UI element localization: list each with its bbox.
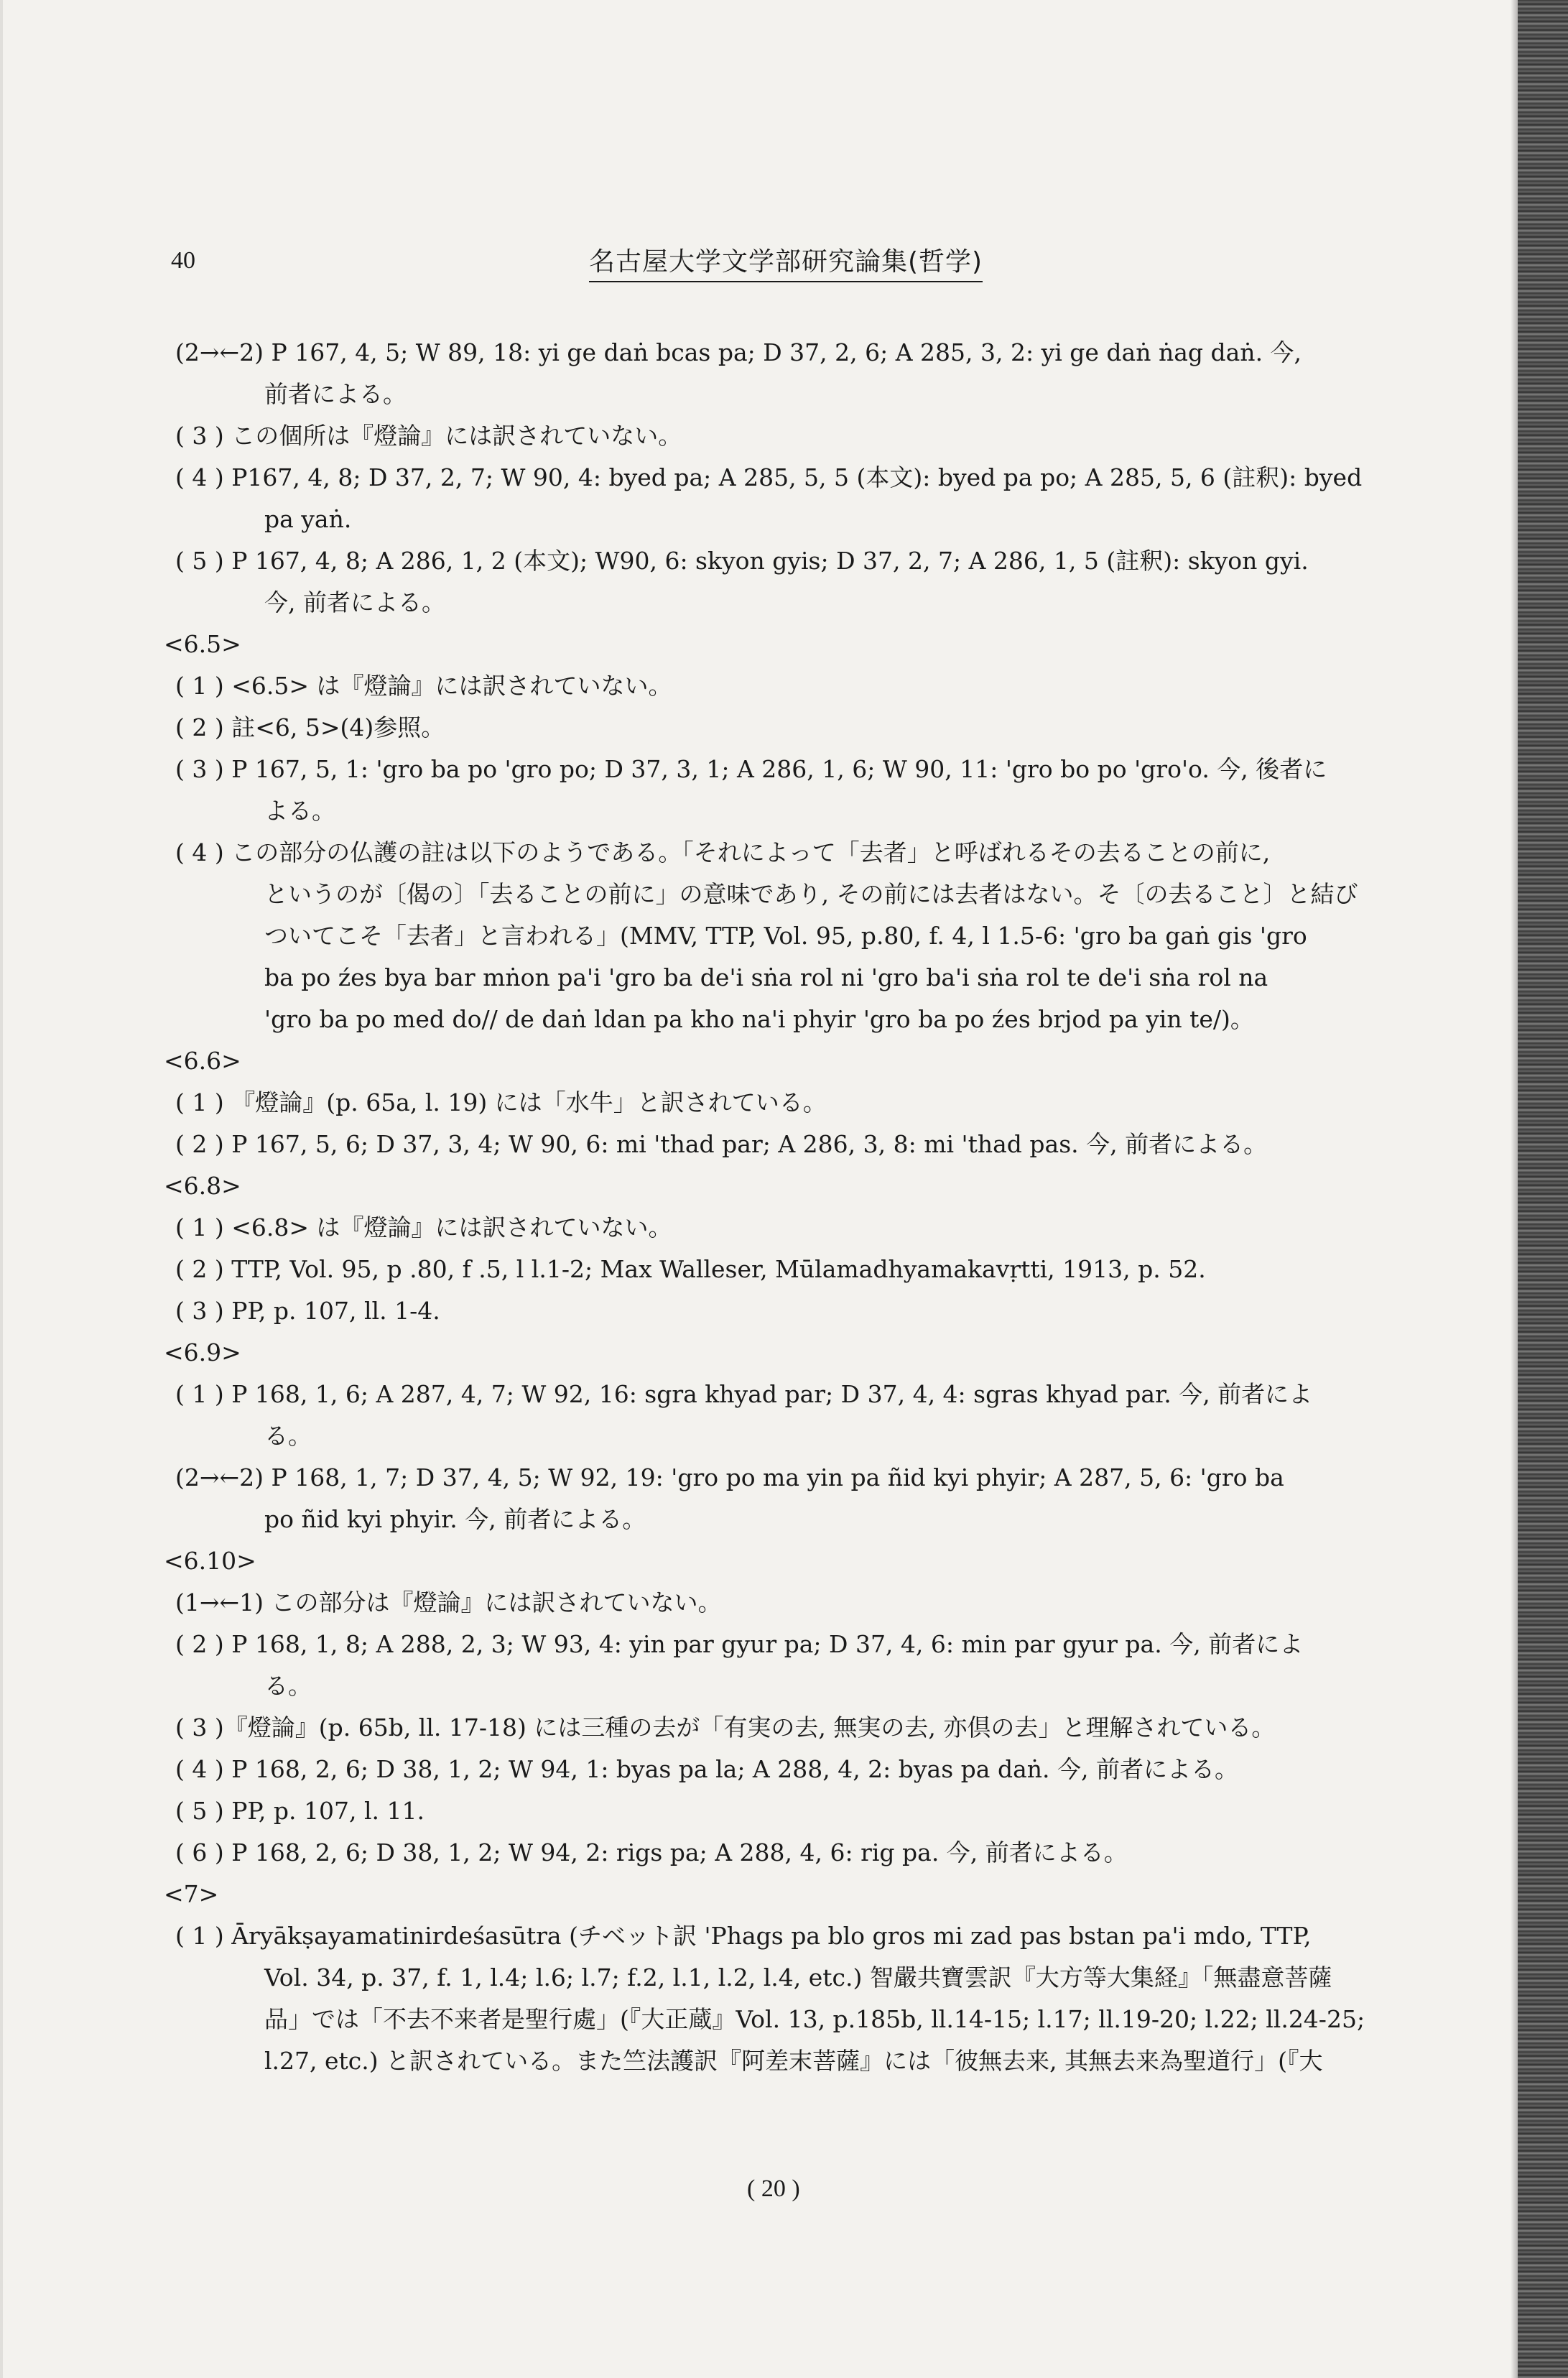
text-line: ( 1 ) Āryākṣayamatinirdeśasūtra (チベット訳 'Phags pa blo gros mi zad pas bstan pa'i mdo, TTP, xyxy=(175,1922,1312,1950)
section-heading: <6.8> xyxy=(164,1172,241,1200)
text-line: というのが〔偈の〕「去ることの前に」の意味であり, その前には去者はない。そ〔の去ること〕と結び xyxy=(264,880,1358,908)
text-line: (2→←2) P 167, 4, 5; W 89, 18: yi ge daṅ bcas pa; D 37, 2, 6; A 285, 3, 2: yi ge daṅ ṅag daṅ. 今, xyxy=(175,338,1302,366)
section-heading: <6.9> xyxy=(164,1338,241,1366)
section-heading: <6.10> xyxy=(164,1547,256,1575)
text-line: ( 5 ) PP, p. 107, l. 11. xyxy=(175,1797,425,1825)
text-line: ( 1 ) 『燈論』(p. 65a, l. 19) には「水牛」と訳されている。 xyxy=(175,1088,827,1116)
text-line: ( 4 ) P167, 4, 8; D 37, 2, 7; W 90, 4: byed pa; A 285, 5, 5 (本文): byed pa po; A 285, 5, 6 (註釈): byed xyxy=(175,463,1363,491)
text-line: 品」では「不去不来者是聖行處」(『大正蔵』Vol. 13, p.185b, ll.14-15; l.17; ll.19-20; l.22; ll.24-25; xyxy=(264,2005,1365,2033)
book-binding-edge xyxy=(1518,0,1568,2378)
text-line: ( 6 ) P 168, 2, 6; D 38, 1, 2; W 94, 2: rigs pa; A 288, 4, 6: rig pa. 今, 前者による。 xyxy=(175,1838,1128,1866)
text-line: ( 2 ) 註<6, 5>(4)参照。 xyxy=(175,713,445,741)
section-heading: <7> xyxy=(164,1880,219,1908)
text-line: る。 xyxy=(264,1422,312,1450)
text-line: ( 4 ) この部分の仏護の註は以下のようである。「それによって「去者」と呼ばれるその去ることの前に, xyxy=(175,838,1271,866)
binding-shadow xyxy=(1511,0,1518,2378)
text-line: Vol. 34, p. 37, f. 1, l.4; l.6; l.7; f.2, l.1, l.2, l.4, etc.) 智嚴共寶雲訳『大方等大集経』「無盡意菩薩 xyxy=(264,1963,1332,1991)
text-line: 'gro ba po med do// de daṅ ldan pa kho na'i phyir 'gro ba po źes brjod pa yin te/)。 xyxy=(264,1005,1254,1033)
page-left-edge xyxy=(0,0,3,2378)
text-line: (1→←1) この部分は『燈論』には訳されていない。 xyxy=(175,1588,722,1616)
running-header: 名古屋大学文学部研究論集(哲学) xyxy=(589,241,983,282)
text-line: ( 2 ) P 168, 1, 8; A 288, 2, 3; W 93, 4: yin par gyur pa; D 37, 4, 6: min par gyur pa. 今, 前者によ xyxy=(175,1630,1304,1658)
text-line: る。 xyxy=(264,1672,312,1700)
text-line: ( 3 ) PP, p. 107, ll. 1-4. xyxy=(175,1297,440,1325)
section-heading: <6.6> xyxy=(164,1047,241,1075)
footnote-body xyxy=(164,332,1428,2082)
text-line: l.27, etc.) と訳されている。また竺法護訳『阿差末菩薩』には「彼無去来, 其無去来為聖道行」(『大 xyxy=(264,2047,1323,2075)
text-line: ( 3 ) この個所は『燈論』には訳されていない。 xyxy=(175,422,682,450)
page-number: 40 xyxy=(171,247,195,274)
text-line: ( 4 ) P 168, 2, 6; D 38, 1, 2; W 94, 1: byas pa la; A 288, 4, 2: byas pa daṅ. 今, 前者による。 xyxy=(175,1755,1238,1783)
text-line: ( 1 ) <6.8> は『燈論』には訳されていない。 xyxy=(175,1213,672,1241)
text-line: ( 2 ) TTP, Vol. 95, p .80, f .5, l l.1-2; Max Walleser, Mūlamadhyamakavṛtti, 1913, p. 52. xyxy=(175,1255,1206,1283)
section-heading: <6.5> xyxy=(164,630,241,658)
text-line: ( 5 ) P 167, 4, 8; A 286, 1, 2 (本文); W90, 6: skyon gyis; D 37, 2, 7; A 286, 1, 5 (註釈): skyon gyi. xyxy=(175,547,1309,575)
text-line: 今, 前者による。 xyxy=(264,588,445,616)
text-line: よる。 xyxy=(264,797,335,825)
text-line: ( 1 ) P 168, 1, 6; A 287, 4, 7; W 92, 16: sgra khyad par; D 37, 4, 4: sgras khyad par. 今, 前者によ xyxy=(175,1380,1313,1408)
text-line: ( 3 )『燈論』(p. 65b, ll. 17-18) には三種の去が「有実の去, 無実の去, 亦倶の去」と理解されている。 xyxy=(175,1713,1276,1741)
text-line: po ñid kyi phyir. 今, 前者による。 xyxy=(264,1505,646,1533)
text-line: 前者による。 xyxy=(264,380,407,408)
text-line: ( 3 ) P 167, 5, 1: 'gro ba po 'gro po; D 37, 3, 1; A 286, 1, 6; W 90, 11: 'gro bo po 'gro'o. 今, 後者に xyxy=(175,755,1327,783)
text-line: ( 1 ) <6.5> は『燈論』には訳されていない。 xyxy=(175,672,672,700)
text-line: (2→←2) P 168, 1, 7; D 37, 4, 5; W 92, 19: 'gro po ma yin pa ñid kyi phyir; A 287, 5, 6: 'gro ba xyxy=(175,1463,1284,1491)
footer-page-label: ( 20 ) xyxy=(747,2175,800,2202)
text-line: ついてこそ「去者」と言われる」(MMV, TTP, Vol. 95, p.80, f. 4, l 1.5-6: 'gro ba gaṅ gis 'gro xyxy=(264,922,1307,950)
text-line: pa yaṅ. xyxy=(264,505,352,533)
text-line: ( 2 ) P 167, 5, 6; D 37, 3, 4; W 90, 6: mi 'thad par; A 286, 3, 8: mi 'thad pas. 今, 前者による。 xyxy=(175,1130,1268,1158)
text-line: ba po źes bya bar mṅon pa'i 'gro ba de'i sṅa rol ni 'gro ba'i sṅa rol te de'i sṅa rol na xyxy=(264,963,1268,991)
